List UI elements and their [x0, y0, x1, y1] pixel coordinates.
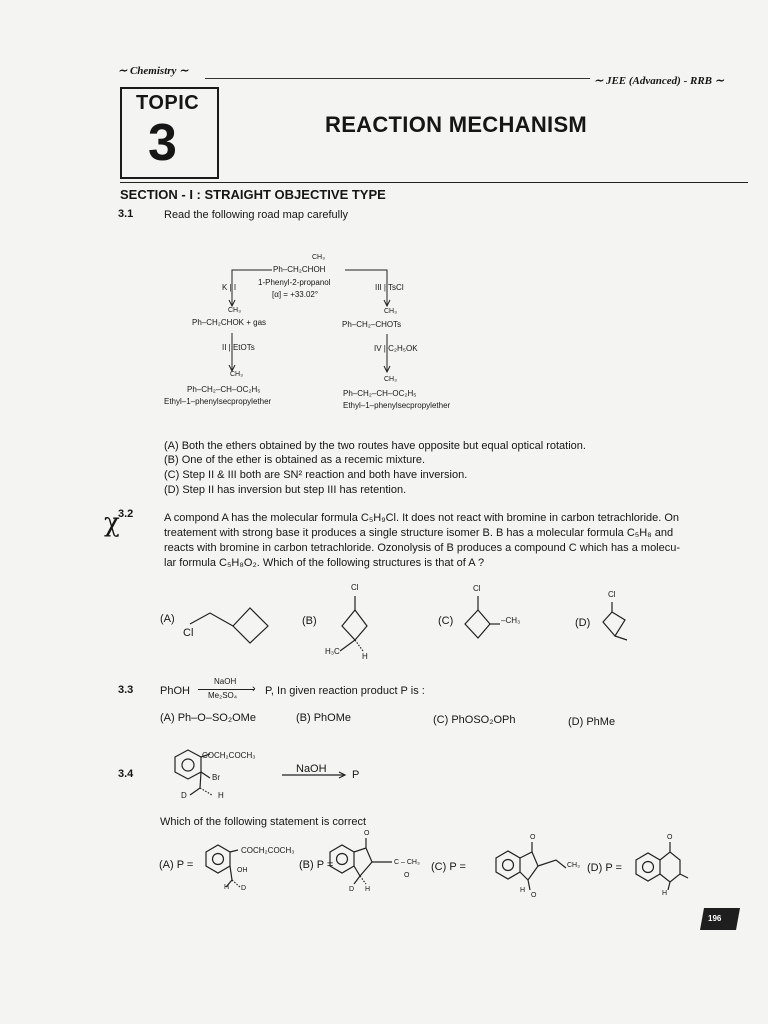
substituent: COCH₂COCH₃: [202, 751, 256, 760]
question-text-line: lar formula C₅H₈O₂. Which of the following structures is that of A ?: [164, 557, 485, 569]
structure-label: H: [362, 652, 368, 661]
flourish-icon: ∼: [118, 65, 128, 77]
struct-label: O: [530, 834, 536, 841]
option-d: (D) P =: [587, 862, 622, 874]
structure-label: Cl: [183, 627, 194, 639]
option-b-label: (B): [302, 615, 317, 627]
map-rotation: [α] = +33.02°: [272, 290, 319, 299]
option-b: (B) P =: [299, 859, 334, 871]
header-subject: ∼ Chemistry ∼: [118, 65, 189, 77]
option-a: (A) Both the ethers obtained by the two routes have opposite but equal optical rotation.: [164, 440, 586, 452]
struct-label: H: [662, 890, 668, 897]
structure-label: Cl: [351, 583, 359, 592]
flourish-icon: ∼: [714, 75, 724, 87]
page-number: 196: [708, 914, 722, 923]
map-step3: III | TsCl: [375, 283, 404, 292]
option-a-label: (A): [160, 613, 175, 625]
option-a: (A) Ph–O–SO₂OMe: [160, 712, 256, 724]
option-d: (D) PhMe: [568, 716, 616, 728]
reagent-bottom: Me₂SO₄: [208, 691, 238, 700]
map-left: Ph–CH₂CHOK + gas: [192, 318, 267, 327]
structure-label: Cl: [608, 590, 616, 599]
structure-label: Cl: [473, 584, 481, 593]
header-exam: ∼ JEE (Advanced) - RRB ∼: [594, 75, 724, 87]
option-a: (A) P =: [159, 859, 194, 871]
section-heading: SECTION - I : STRAIGHT OBJECTIVE TYPE: [120, 187, 386, 202]
question-number: 3.1: [118, 208, 134, 220]
struct-label: O: [364, 830, 370, 837]
map-step1: K | I: [222, 283, 237, 292]
option-d: (D) Step II has inversion but step III has retention.: [164, 484, 407, 496]
handwritten-mark: χ: [104, 508, 120, 538]
topic-label: TOPIC: [136, 92, 200, 114]
struct-label: CH₃: [567, 862, 580, 869]
hydrogen: H: [218, 791, 224, 800]
struct-label: D: [349, 886, 355, 893]
option-c: (C) PhOSO₂OPh: [433, 714, 516, 726]
page-title: REACTION MECHANISM: [325, 112, 588, 137]
struct-label: C – CH₃: [394, 859, 420, 866]
map-left-prod-name: Ethyl–1–phenylsecpropylether: [164, 397, 272, 406]
question-text: Which of the following statement is correct: [160, 816, 367, 828]
arrow-head: ›: [252, 683, 256, 695]
structure-label: H₃C: [325, 647, 340, 656]
map-left-prod: Ph–CH₂–CH–OC₂H₅: [187, 385, 261, 394]
map-right: Ph–CH₂–CHOTs: [342, 320, 402, 329]
map-step4: IV | C₂H₅OK: [374, 344, 418, 353]
struct-label: H: [224, 884, 230, 891]
struct-label: D: [241, 885, 247, 892]
topic-number: 3: [148, 114, 177, 172]
map-right-ch3: CH₃: [384, 308, 397, 315]
struct-label: O: [531, 892, 537, 899]
map-right-prod-ch3: CH₃: [384, 376, 397, 383]
flourish-icon: ∼: [594, 75, 604, 87]
struct-label: H: [520, 887, 526, 894]
option-b: (B) PhOMe: [296, 712, 352, 724]
map-start-ch3: CH₃: [312, 254, 325, 261]
question-text-line: A compond A has the molecular formula C₅H₉Cl. It does not react with bromine in carbon tetrachloride. On: [164, 512, 680, 524]
option-c: (C) P =: [431, 861, 466, 873]
map-start-name: 1-Phenyl-2-propanol: [258, 278, 331, 287]
question-text: Read the following road map carefully: [164, 209, 349, 221]
struct-label: O: [667, 834, 673, 841]
option-b: (B) One of the ether is obtained as a recemic mixture.: [164, 454, 426, 466]
map-left-prod-ch3: CH₃: [230, 371, 243, 378]
product-label: P: [352, 769, 360, 781]
option-c-label: (C): [438, 615, 454, 627]
question-text-line: reacts with bromine in carbon tetrachloride. Ozonolysis of B produces a compound C which has a molecu-: [164, 542, 681, 554]
reagent: NaOH: [296, 763, 327, 775]
reactant: PhOH: [160, 685, 190, 697]
deuterium: D: [181, 791, 187, 800]
map-left-ch3: CH₃: [228, 307, 241, 314]
question-text-line: treatement with strong base it produces a single structure isomer B. B has a molecular formula C₅H₈ and: [164, 527, 674, 539]
map-step2: II | EtOTs: [222, 343, 255, 352]
structure-label: –CH₃: [501, 616, 521, 625]
reagent-top: NaOH: [214, 677, 237, 686]
struct-label: OH: [237, 867, 248, 874]
map-right-prod: Ph–CH₂–CH–OC₂H₅: [343, 389, 417, 398]
map-start: Ph–CH₂CHOH: [273, 265, 326, 274]
bromo: Br: [212, 773, 220, 782]
sub-label: COCH₂COCH₃: [241, 846, 295, 855]
question-number: 3.3: [118, 684, 134, 696]
map-right-prod-name: Ethyl–1–phenylsecpropylether: [343, 401, 451, 410]
product-text: P, In given reaction product P is :: [265, 685, 425, 697]
struct-label: H: [365, 886, 371, 893]
option-d-label: (D): [575, 617, 591, 629]
question-number: 3.4: [118, 768, 134, 780]
option-c: (C) Step II & III both are SN² reaction and both have inversion.: [164, 469, 468, 481]
question-number: 3.2: [118, 508, 134, 520]
flourish-icon: ∼: [179, 65, 189, 77]
struct-label: O: [404, 872, 410, 879]
